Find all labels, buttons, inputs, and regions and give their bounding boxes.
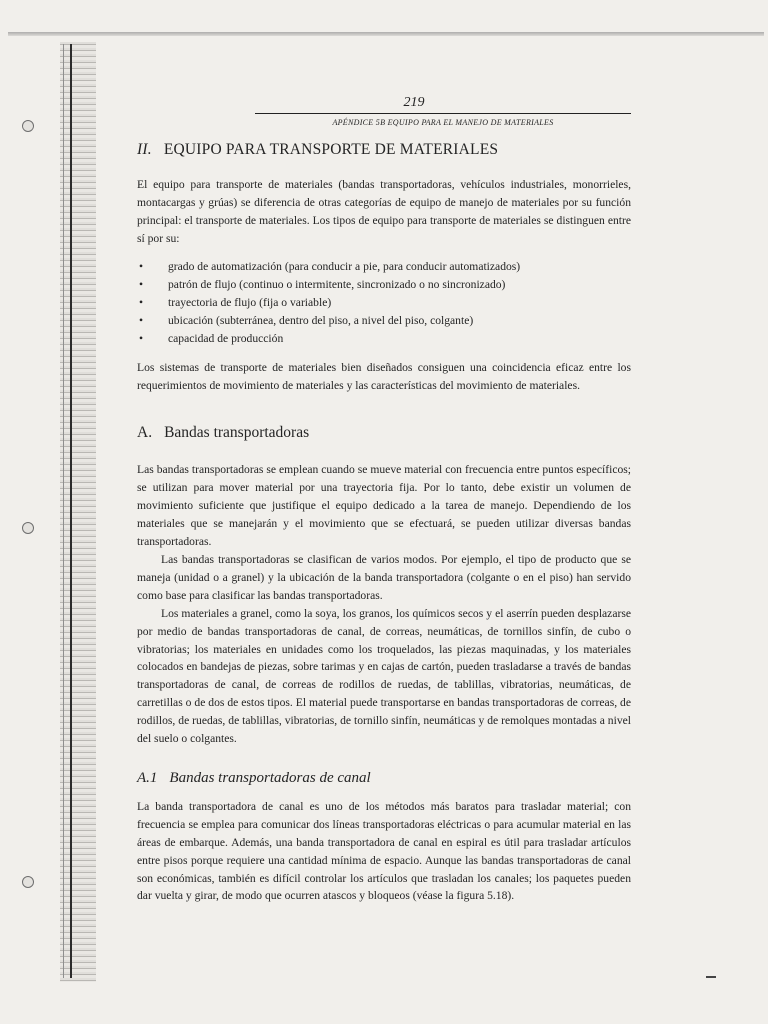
corner-mark xyxy=(706,976,716,978)
list-item: • trayectoria de flujo (fija o variable) xyxy=(139,295,332,309)
scan-edge-line xyxy=(8,32,764,36)
subsection-a-paragraph-2: Las bandas transportadoras se clasifican de varios modos. Por ejemplo, el tipo de producto que se maneja (unidad o a granel) y la ubicación de la banda transportadora (colgante o en el piso) han servido como base para clasificar las bandas transportadoras. xyxy=(137,552,631,602)
running-head: APÉNDICE 5B EQUIPO PARA EL MANEJO DE MATERIALES xyxy=(255,113,631,127)
binding-edge-line xyxy=(63,44,64,978)
bullet-list xyxy=(137,258,631,348)
list-item: • capacidad de producción xyxy=(139,331,284,345)
punch-hole xyxy=(22,120,34,132)
section-intro: El equipo para transporte de materiales (bandas transportadoras, vehículos industriales, monorrieles, montacargas y grúas) se diferencia de otras categorías de equipo de manejo de materiales por su función principal: el transporte de materiales. Los tipos de equipo para transporte de materiales se distinguen entre sí por su: xyxy=(137,178,631,245)
binding-fold-line xyxy=(70,44,72,978)
subsection-a1-paragraph: La banda transportadora de canal es uno de los métodos más baratos para trasladar material; con frecuencia se emplea para comunicar dos líneas transportadoras eléctricas o para acumular material en las áreas de embarque. Además, una banda transportadora de canal en espiral es útil para trasladar artículos entre pisos porque requiere una cantidad mínima de espacio. Aunque las bandas transportadoras de canal son económicas, también es difícil controlar los artículos que trasladan los canales; los paquetes pueden dar vuelta y girar, de modo que ocurren atascos y bloqueos (véase la figura 5.18). xyxy=(137,799,631,903)
section-number: II. xyxy=(137,141,152,158)
list-item: • patrón de flujo (continuo o intermitente, sincronizado o no sincronizado) xyxy=(139,277,506,291)
punch-hole xyxy=(22,522,34,534)
subsection-a-paragraph-1: Las bandas transportadoras se emplean cuando se mueve material con frecuencia entre puntos específicos; se utilizan para mover material por una trayectoria fija. Por lo tanto, debe existir un volumen de movimiento suficiente que justifique el equipo dedicado a la tarea de manejo. Dependiendo de los materiales que se manejarán y el movimiento que se efectuará, se pueden utilizar diversas bandas transportadoras. xyxy=(137,463,631,549)
page-number: 219 xyxy=(403,95,425,110)
subsection-a-paragraph-3: Los materiales a granel, como la soya, los granos, los químicos secos y el aserrín pueden desplazarse por medio de bandas transportadoras de canal, de correas, neumáticas, de tornillos sinfín, de cubo o vibratorias; los materiales en unidades como los troquelados, las piezas maquinadas, y los materiales colocados en bandejas de piezas, sobre tarimas y en cajas de cartón, pueden trasladarse a través de bandas transportadoras de canal, de correas de rodillos de ruedas, de tablillas, vibratorias, neumáticas, de carretillas o de dos de estos tipos. El material puede transportarse en bandas transportadoras de correas, de rodillos, de ruedas, de tablillas, vibratorias, de tornillo sinfín, neumáticas y de remolques montadas a nivel del suelo o colgantes. xyxy=(137,606,631,746)
subsection-a1-title: A.1 Bandas transportadoras de canal xyxy=(137,769,371,786)
section-title xyxy=(137,141,631,159)
subsection-a-title: A. Bandas transportadoras xyxy=(137,424,310,442)
list-item: • ubicación (subterránea, dentro del piso, a nivel del piso, colgante) xyxy=(139,313,474,327)
section-title-text: EQUIPO PARA TRANSPORTE DE MATERIALES xyxy=(163,141,499,158)
section-closing: Los sistemas de transporte de materiales bien diseñados consiguen una coincidencia eficaz entre los requerimientos de movimiento de materiales y las características del movimiento de materiales. xyxy=(137,360,631,392)
binding-spine xyxy=(60,42,96,982)
document-page xyxy=(137,95,631,905)
punch-hole xyxy=(22,876,34,888)
list-item: • grado de automatización (para conducir a pie, para conducir automatizados) xyxy=(139,259,521,273)
